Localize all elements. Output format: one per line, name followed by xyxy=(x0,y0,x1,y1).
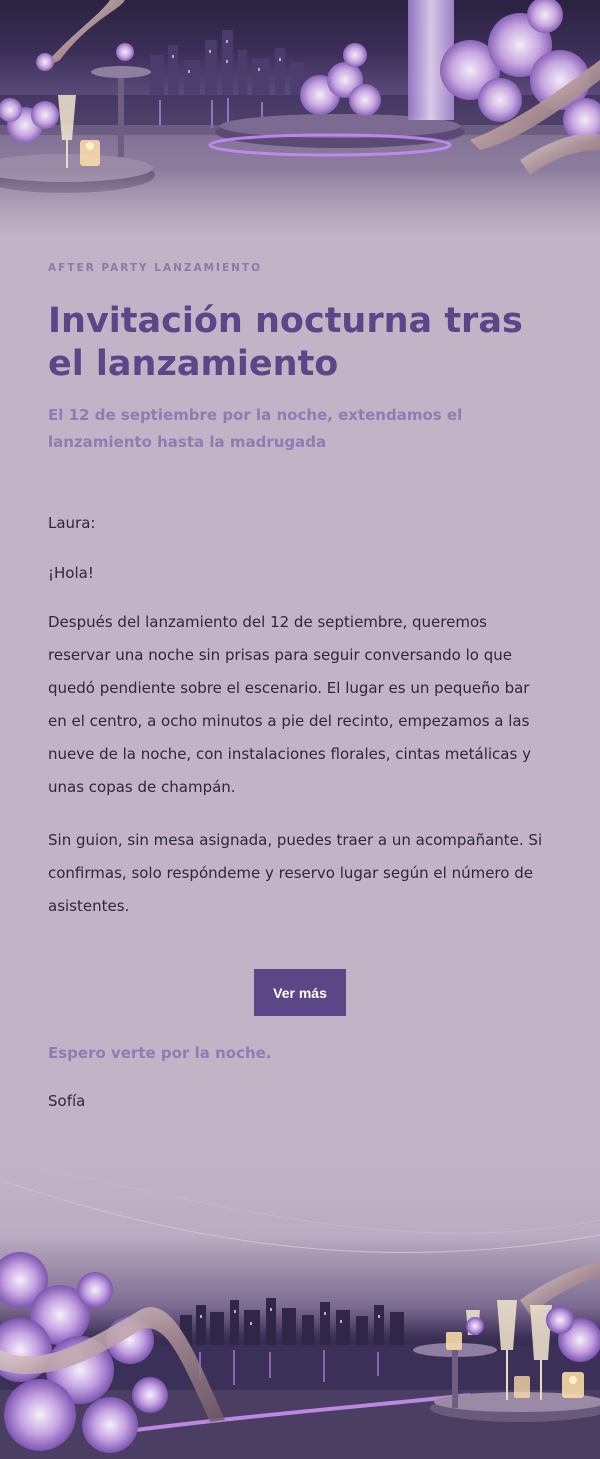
eyebrow-label: AFTER PARTY LANZAMIENTO xyxy=(48,262,263,274)
invitation-title: Invitación nocturna tras el lanzamiento xyxy=(48,301,523,384)
closing-line: Espero verte por la noche. xyxy=(48,1044,272,1062)
invitation-subtitle: El 12 de septiembre por la noche, extendamos el lanzamiento hasta la madrugada xyxy=(48,406,463,451)
recipient-name: Laura: xyxy=(48,514,96,532)
night-party-scene-image xyxy=(0,0,600,235)
body-paragraph: Sin guion, sin mesa asignada, puedes traer a un acompañante. Si confirmas, solo respóndeme y reservo lugar según el número de asistentes. xyxy=(48,831,543,915)
footer-illustration xyxy=(0,1140,600,1459)
body-paragraph: Después del lanzamiento del 12 de septiembre, queremos reservar una noche sin prisas para seguir conversando lo que quedó pendiente sobre el escenario. El lugar es un pequeño bar en el centro, a ocho minutos a pie del recinto, empezamos a las nueve de la noche, con instalaciones florales, cintas metálicas y unas copas de champán. xyxy=(48,613,531,796)
see-more-button[interactable]: Ver más xyxy=(254,969,346,1016)
greeting-text: ¡Hola! xyxy=(48,564,94,582)
night-party-scene-image xyxy=(0,1140,600,1459)
signature-name: Sofía xyxy=(48,1092,86,1110)
header-illustration xyxy=(0,0,600,235)
